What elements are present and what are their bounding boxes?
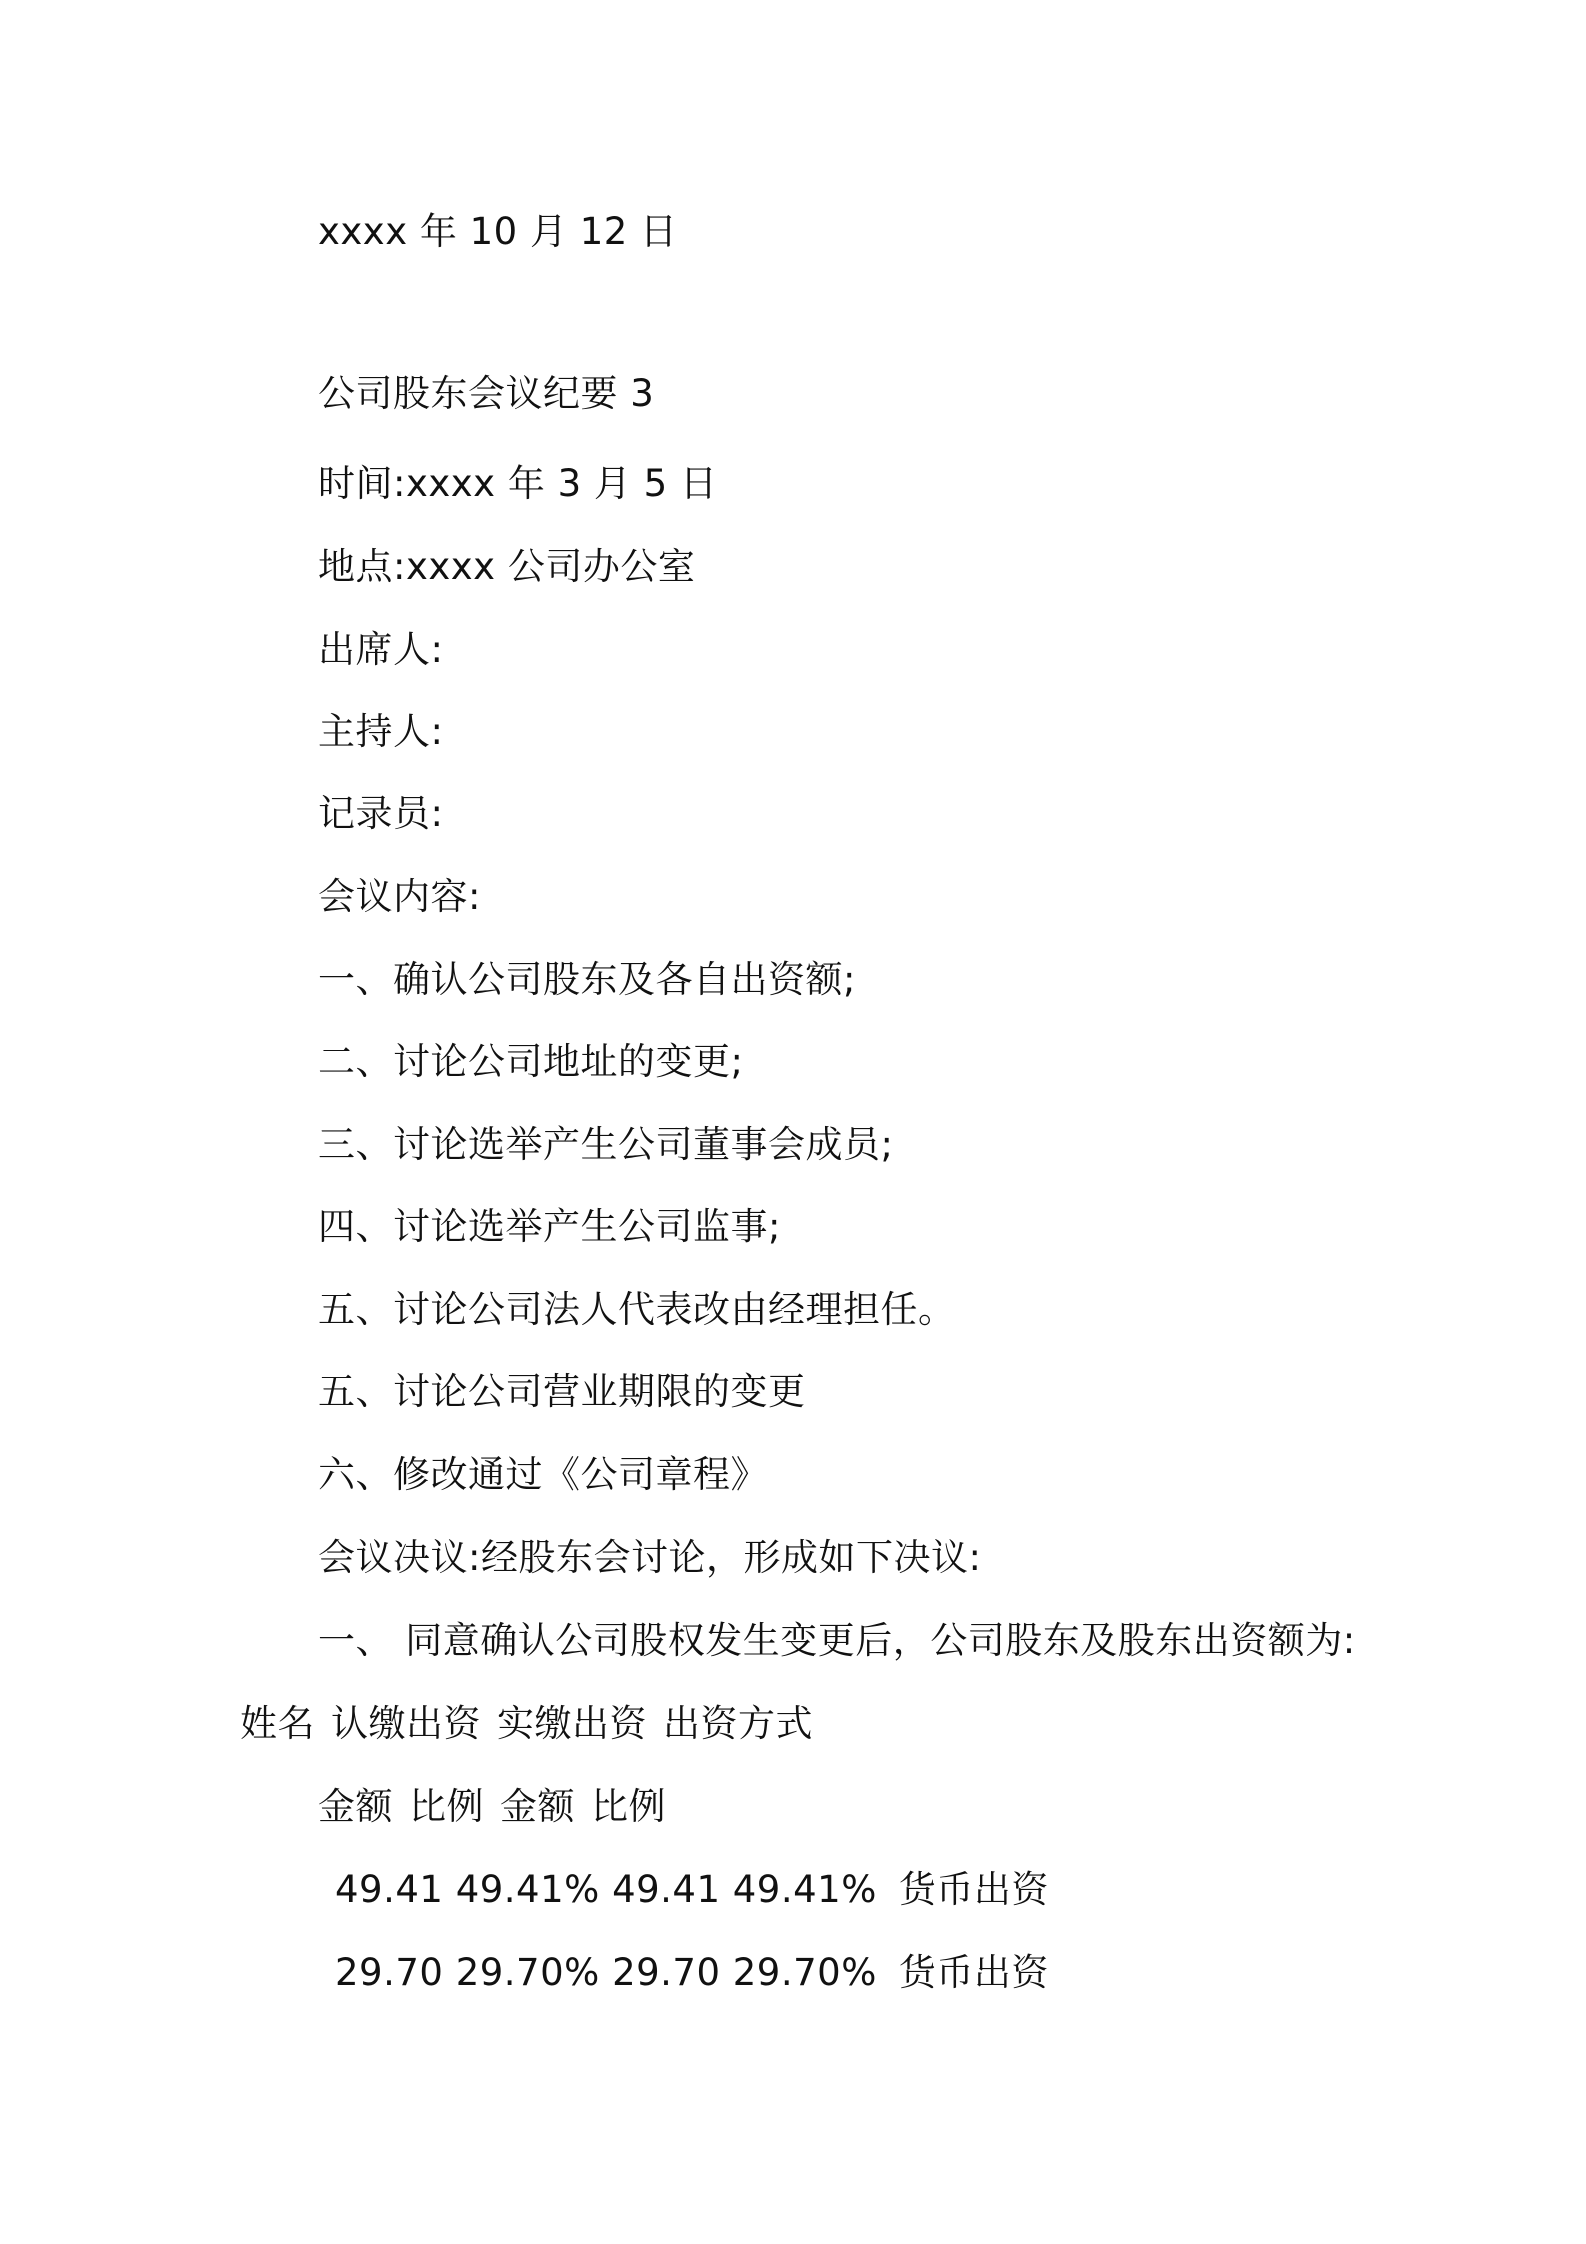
meeting-time: 时间:xxxx 年 3 月 5 日 — [318, 462, 718, 505]
host-label: 主持人: — [318, 710, 444, 753]
resolution-item: 一、 同意确认公司股权发生变更后，公司股东及股东出资额为: — [318, 1619, 1356, 1662]
table-row — [335, 1949, 1049, 1997]
resolution-heading: 会议决议:经股东会讨论，形成如下决议: — [318, 1536, 982, 1579]
table-row — [335, 1866, 1049, 1914]
recorder-label: 记录员: — [318, 792, 444, 835]
table-cell: 49.41 — [335, 1868, 444, 1911]
agenda-item: 四、讨论选举产生公司监事; — [318, 1205, 781, 1248]
agenda-item: 二、讨论公司地址的变更; — [318, 1040, 744, 1083]
agenda-item: 三、讨论选举产生公司董事会成员; — [318, 1123, 894, 1166]
table-cell: 49.41% — [732, 1868, 877, 1911]
table-header-cell: 认缴出资 — [331, 1702, 481, 1745]
table-cell: 49.41% — [455, 1868, 600, 1911]
table-header-cell: 金额 — [500, 1785, 575, 1828]
content-heading: 会议内容: — [318, 875, 481, 918]
table-header-cell: 比例 — [409, 1785, 484, 1828]
table-cell: 29.70 — [335, 1951, 444, 1994]
table-cell: 29.70% — [732, 1951, 877, 1994]
table-cell: 49.41 — [612, 1868, 721, 1911]
document-title: 公司股东会议纪要 3 — [318, 372, 655, 415]
table-header-cell: 比例 — [591, 1785, 666, 1828]
attendees-label: 出席人: — [318, 628, 444, 671]
table-header-cell: 金额 — [318, 1785, 393, 1828]
agenda-item: 六、修改通过《公司章程》 — [318, 1453, 768, 1496]
meeting-location: 地点:xxxx 公司办公室 — [318, 545, 696, 588]
agenda-item: 一、确认公司股东及各自出资额; — [318, 958, 856, 1001]
table-cell: 货币出资 — [898, 1951, 1049, 1994]
agenda-item: 五、讨论公司营业期限的变更 — [318, 1370, 806, 1413]
date-line: xxxx 年 10 月 12 日 — [318, 210, 678, 253]
table-cell: 货币出资 — [898, 1868, 1049, 1911]
table-header-cell: 出资方式 — [663, 1702, 813, 1745]
table-header-cell: 实缴出资 — [497, 1702, 647, 1745]
table-cell: 29.70% — [455, 1951, 600, 1994]
table-header-row — [240, 1700, 813, 1748]
table-header-cell: 姓名 — [240, 1702, 315, 1745]
agenda-item: 五、讨论公司法人代表改由经理担任。 — [318, 1288, 956, 1331]
table-subheader-row — [318, 1783, 666, 1831]
table-cell: 29.70 — [612, 1951, 721, 1994]
